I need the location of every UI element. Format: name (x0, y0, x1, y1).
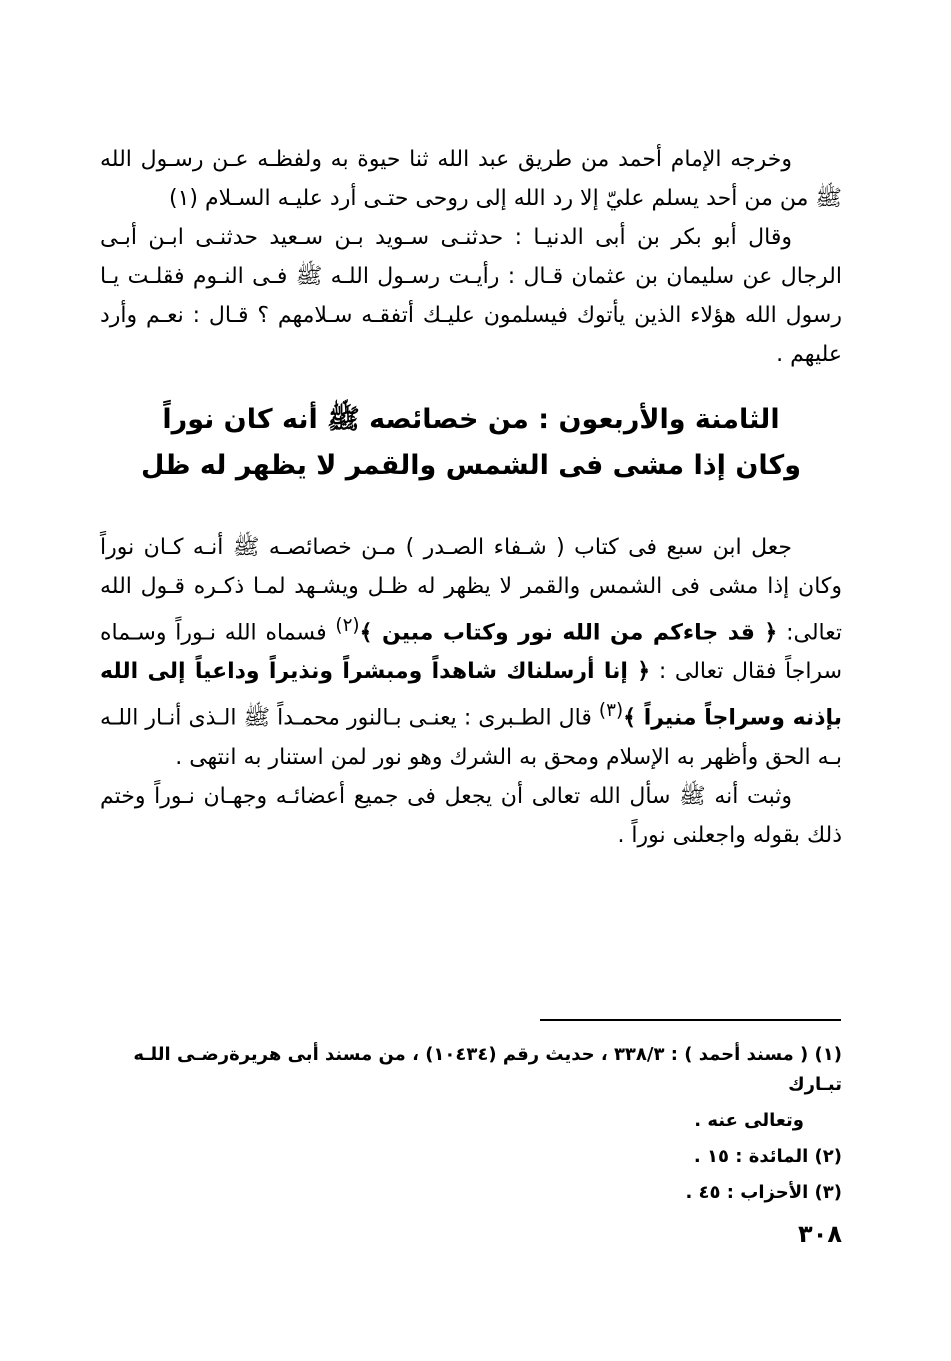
footnote-1-continued: وتعالى عنه . (694, 1110, 804, 1131)
quran-verse-maidah: ﴿ قد جاءكم من الله نور وكتاب مبين ﴾ (359, 620, 778, 646)
footnotes (100, 1040, 842, 1214)
quran-verse-ahzab: ﴿ إنا أرسلناك شاهداً ومبشراً ونذيراً وداعياً إلى الله بإذنه وسراجاً منيراً ﴾ (100, 659, 842, 731)
section-heading (100, 397, 842, 489)
heading-line-2: وكان إذا مشى فى الشمس والقمر لا يظهر له ظل (141, 450, 801, 481)
footnote-divider (540, 1019, 841, 1021)
paragraph-dua-nur: وثبت أنه ﷺ سأل الله تعالى أن يجعل فى جميع أعضائـه وجهـان نـوراً وختم ذلك بقوله واجعلنى نوراً . (100, 783, 842, 848)
section-body (100, 528, 842, 855)
paragraph-ibn-abi-dunya: وقال أبو بكر بن أبى الدنيـا : حدثنـى سـويد بـن سـعيد حدثنـى ابـن أبـى الرجال عن سليمان بن عثمان قـال : رأيـت رسـول اللـه ﷺ فـى النـوم فقلـت يـا رسول الله هؤلاء الذين يأتوك فيسلمون عليـك أتفقـه سـلامهم ؟ قـال : نعـم وأرد عليهم . (100, 225, 842, 367)
footnote-ref-3: (٣) (598, 700, 624, 722)
footnote-1: (١) ( مسند أحمد ) : ٣٣٨/٣ ، حديث رقم (١٠٤٣٤) ، من مسند أبى هريرةرضـى اللـه تبـارك (133, 1044, 842, 1095)
body-text-part-1: جعل ابن سبع فى كتاب ( شـفاء الصـدر ) مـن خصائصـه ﷺ أنـه كـان نوراً وكان إذا مشى فى الشمس والقمر لا يظهر له ظـل ويشـهد لمـا ذكـره قـول الله تعالى: (100, 535, 842, 646)
opening-text (100, 140, 842, 374)
page-number: ٣٠٨ (798, 1220, 842, 1248)
footnote-3: (٣) الأحزاب : ٤٥ . (685, 1182, 842, 1203)
paragraph-ibn-sabu (100, 528, 842, 777)
body-text-part-3: قال الطـبرى : يعنـى بـالنور محمـداً ﷺ الـذى أنـار اللـه بـه الحق وأظهر به الإسلام ومحق به الشرك وهو نور لمن استنار به انتهى . (100, 705, 842, 770)
footnote-2: (٢) المائدة : ١٥ . (693, 1146, 842, 1167)
heading-line-1: الثامنة والأربعون : من خصائصه ﷺ أنه كان نوراً (162, 404, 780, 435)
paragraph-hadith-ahmad: وخرجه الإمام أحمد من طريق عبد الله ثنا حيوة به ولفظـه عـن رسـول الله ﷺ من من أحد يسلم عليّ إلا رد الله إلى روحى حتـى أرد عليـه السـلام (١) (100, 147, 842, 211)
body-text-part-2: فسماه الله نـوراً وسـماه سراجاً فقال تعالى : (100, 620, 842, 685)
footnote-ref-2: (٢) (335, 615, 360, 636)
